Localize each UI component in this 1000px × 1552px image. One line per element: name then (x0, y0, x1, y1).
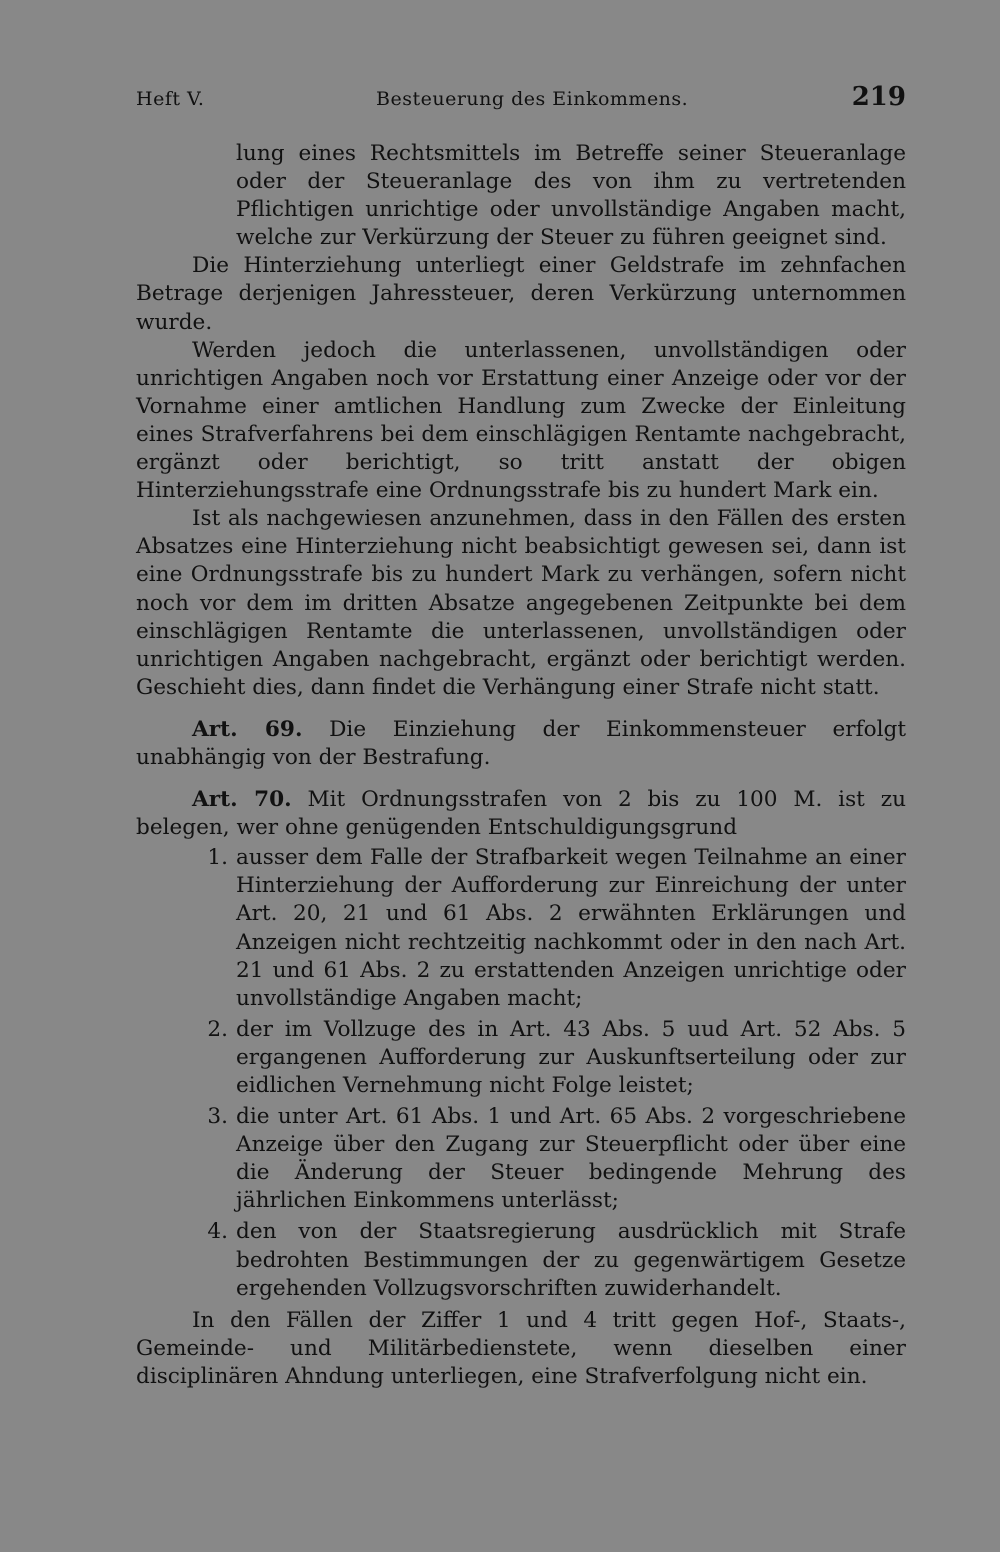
paragraph-exemption: In den Fällen der Ziffer 1 und 4 tritt gegen Hof-, Staats-, Gemeinde- und Militärbedienstete, wenn dieselben einer disciplinären Ahndung unterliegen, eine Strafverfolgung nicht ein. (136, 1307, 906, 1389)
running-head-left: Heft V. (136, 88, 205, 110)
page-header (136, 82, 906, 122)
list-item (136, 1218, 906, 1302)
list-item (136, 1103, 906, 1215)
article-70-label: Art. 70. (192, 787, 292, 813)
paragraph-no-intent: Ist als nachgewiesen anzunehmen, dass in den Fällen des ersten Absatzes eine Hinterziehung nicht beabsichtigt gewesen sei, dann ist eine Ordnungsstrafe bis zu hundert Mark zu verhängen, sofern nicht noch vor dem im dritten Absatze angegebenen Zeitpunkte bei dem einschlägigen Rentamte die unterlassenen, unvollständigen oder unrichtigen Angaben nachgebracht, ergänzt oder berichtigt werden. Geschieht dies, dann findet die Verhängung einer Strafe nicht statt. (136, 506, 906, 700)
page-number: 219 (851, 82, 906, 112)
article-69-text: Die Einziehung der Einkommensteuer erfolgt unabhängig von der Bestrafung. (136, 716, 906, 770)
list-item (136, 1016, 906, 1100)
list-item-number: 3. (207, 1104, 228, 1130)
paragraph-penalty: Die Hinterziehung unterliegt einer Geldstrafe im zehnfachen Betrage derjenigen Jahressteuer, deren Verkürzung unternommen wurde. (136, 253, 906, 335)
list-item-text: den von der Staatsregierung ausdrücklich mit Strafe bedrohten Bestimmungen der zu gegenwärtigem Gesetze ergehenden Vollzugsvorschriften zuwiderhandelt. (236, 1219, 906, 1301)
article-70-text: Mit Ordnungsstrafen von 2 bis zu 100 M. ist zu belegen, wer ohne genügenden Entschuldigungsgrund (136, 787, 906, 841)
running-head-title: Besteuerung des Einkommens. (376, 88, 689, 110)
article-69 (136, 716, 906, 772)
article-70 (136, 786, 906, 842)
paragraph-continuation: lung eines Rechtsmittels im Betreffe seiner Steueranlage oder der Steueranlage des von ihm zu vertretenden Pflichtigen unrichtige oder unvollständige Angaben macht, welche zur Verkürzung der Steuer zu führen geeignet sind. (236, 141, 906, 251)
list-item-text: ausser dem Falle der Strafbarkeit wegen Teilnahme an einer Hinterziehung der Aufforderung zur Einreichung der unter Art. 20, 21 und 61 Abs. 2 erwähnten Erklärungen und Anzeigen nicht rechtzeitig nachkommt oder in den nach Art. 21 und 61 Abs. 2 zu erstattenden Anzeigen unrichtige oder unvollständige Angaben macht; (236, 845, 906, 1011)
article-70-list (136, 844, 906, 1303)
list-item-number: 4. (207, 1219, 228, 1245)
paragraph-correction: Werden jedoch die unterlassenen, unvollständigen oder unrichtigen Angaben noch vor Erstattung einer Anzeige oder vor der Vornahme einer amtlichen Handlung zum Zwecke der Einleitung eines Strafverfahrens bei dem einschlägigen Rentamte nachgebracht, ergänzt oder berichtigt, so tritt anstatt der obigen Hinterziehungsstrafe eine Ordnungsstrafe bis zu hundert Mark ein. (136, 337, 906, 504)
list-item-text: der im Vollzuge des in Art. 43 Abs. 5 uud Art. 52 Abs. 5 ergangenen Aufforderung zur Auskunftserteilung oder zur eidlichen Vernehmung nicht Folge leistet; (236, 1016, 906, 1098)
list-item-text: die unter Art. 61 Abs. 1 und Art. 65 Abs. 2 vorgeschriebene Anzeige über den Zugang zur Steuerpflicht oder über eine die Änderung der Steuer bedingende Mehrung des jährlichen Einkommens unterlässt; (236, 1104, 906, 1214)
list-item (136, 844, 906, 1013)
list-item-number: 2. (207, 1016, 228, 1042)
list-item-number: 1. (207, 845, 228, 871)
page-body (136, 140, 906, 1391)
article-69-label: Art. 69. (192, 716, 303, 742)
